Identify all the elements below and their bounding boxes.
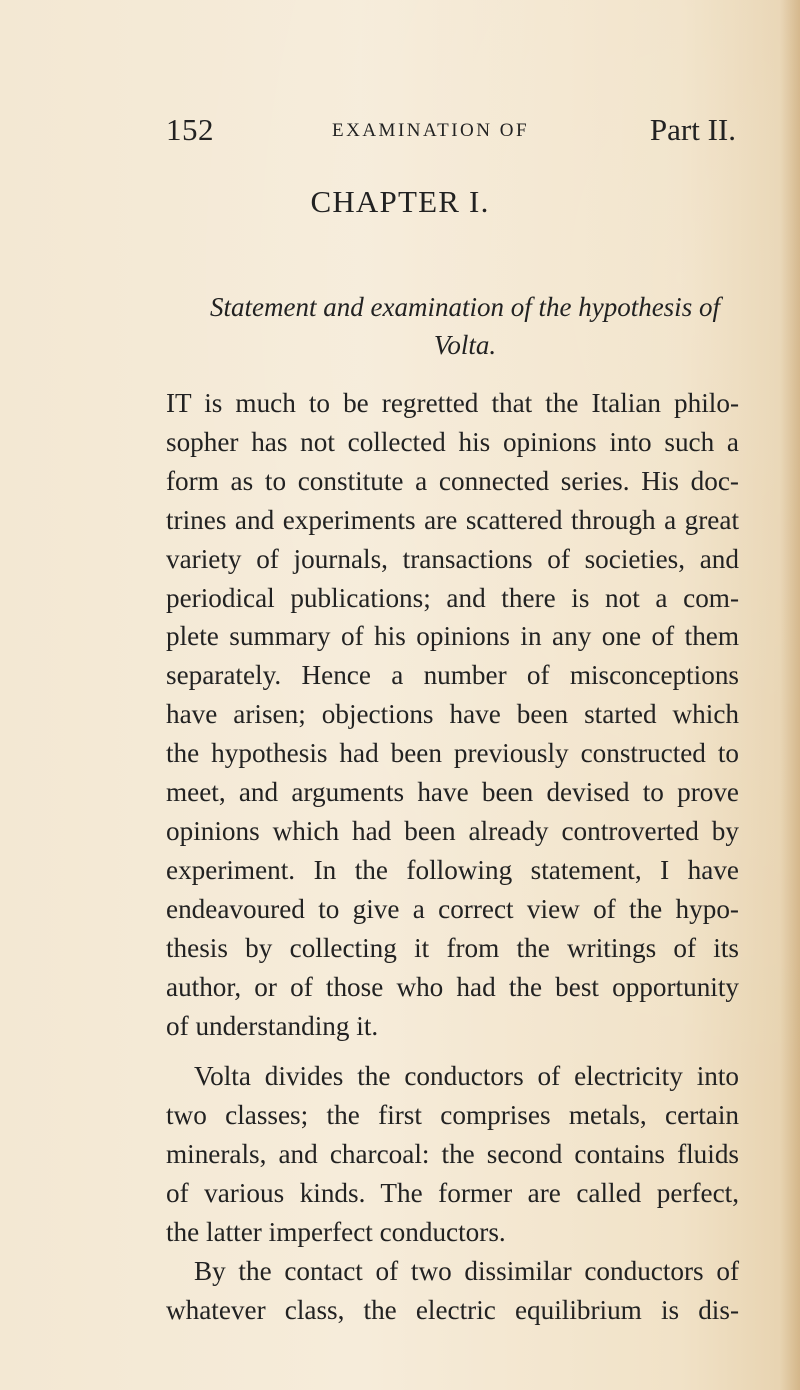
part-label: Part II. xyxy=(649,112,736,147)
text-line: opinions which had been already controverted by xyxy=(166,815,739,846)
text-line: of understanding it. xyxy=(166,1010,379,1041)
chapter-subtitle-line: Statement and examination of the hypothesis of xyxy=(210,292,720,322)
text-line: sopher has not collected his opinions into such a xyxy=(166,426,739,457)
text-line: form as to constitute a connected series. His doc- xyxy=(166,465,739,496)
text-line: trines and experiments are scattered through a great xyxy=(166,504,739,535)
chapter-subtitle xyxy=(190,288,740,364)
text-line: minerals, and charcoal: the second contains fluids xyxy=(166,1139,739,1170)
text-line: By the contact of two dissimilar conductors of xyxy=(194,1255,739,1286)
text-line: periodical publications; and there is not a com- xyxy=(166,582,739,613)
paragraph-intro xyxy=(166,384,739,1045)
text-line: plete summary of his opinions in any one of them xyxy=(166,621,739,652)
text-line: variety of journals, transactions of societies, and xyxy=(166,543,739,574)
chapter-subtitle-line: Volta. xyxy=(433,330,497,360)
text-line: experiment. In the following statement, I have xyxy=(166,854,739,885)
text-line: the hypothesis had been previously constructed to xyxy=(166,738,739,769)
text-line: two classes; the first comprises metals, certain xyxy=(166,1100,739,1131)
chapter-heading: CHAPTER I. xyxy=(310,184,490,219)
running-title: EXAMINATION OF xyxy=(332,120,530,141)
text-line: separately. Hence a number of misconceptions xyxy=(166,660,739,691)
text-line: of various kinds. The former are called perfect, xyxy=(166,1178,739,1209)
text-line: IT is much to be regretted that the Italian philo- xyxy=(166,388,739,418)
text-line: author, or of those who had the best opportunity xyxy=(166,971,739,1002)
text-line: thesis by collecting it from the writings of its xyxy=(166,932,739,963)
text-line: whatever class, the electric equilibrium is dis- xyxy=(166,1294,739,1325)
paragraph-contact xyxy=(166,1252,739,1330)
text-line: meet, and arguments have been devised to prove xyxy=(166,777,739,808)
text-line: the latter imperfect conductors. xyxy=(166,1217,506,1248)
running-header xyxy=(166,112,736,152)
chapter-body xyxy=(166,384,739,1330)
paragraph-conductors xyxy=(166,1057,739,1252)
text-line: Volta divides the conductors of electricity into xyxy=(194,1061,739,1092)
paragraph-gap xyxy=(166,1045,739,1057)
text-line: have arisen; objections have been started which xyxy=(166,699,739,730)
page-number: 152 xyxy=(166,112,214,147)
text-line: endeavoured to give a correct view of the hypo- xyxy=(166,893,739,924)
